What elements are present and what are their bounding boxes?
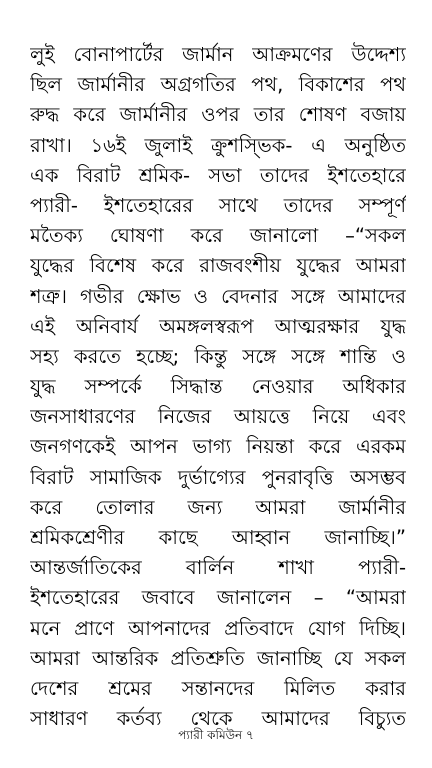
text-line: সহ্য করতে হচ্ছে; কিন্তু সঙ্গে সঙ্গে শান্তি ও [30, 344, 406, 368]
body-text [30, 40, 406, 734]
text-line: প্যারী- ইশতেহারের সাথে তাদের সম্পূর্ণ [30, 193, 406, 217]
text-line: এক বিরাট শ্রমিক- সভা তাদের ইশতেহারে [30, 163, 406, 187]
text-line: আন্তর্জাতিকের বার্লিন শাখা প্যারী- [30, 556, 406, 580]
text-line: জনগণকেই আপন ভাগ্য নিয়ন্তা করে এরকম [30, 435, 406, 459]
text-line: আমরা আন্তরিক প্রতিশ্রুতি জানাচ্ছি যে সকল [30, 646, 406, 670]
text-line: করে তোলার জন্য আমরা জার্মানীর [30, 495, 406, 519]
text-line: রুদ্ধ করে জার্মানীর ওপর তার শোষণ বজায় [30, 103, 406, 127]
text-line: জনসাধারণের নিজের আয়ত্তে নিয়ে এবং [30, 405, 406, 429]
text-line: রাখা। ১৬ই জুলাই ক্রুশস্ভিক- এ অনুষ্ঠিত [30, 133, 406, 157]
text-line: যুদ্ধের বিশেষ করে রাজবংশীয় যুদ্ধের আমরা [30, 254, 406, 278]
text-line: যুদ্ধ সম্পর্কে সিদ্ধান্ত নেওয়ার অধিকার [30, 375, 406, 399]
text-line: এই অনিবার্য অমঙ্গলস্বরূপ আত্মরক্ষার যুদ্ধ [30, 314, 406, 338]
text-line: শ্রমিকশ্রেণীর কাছে আহ্বান জানাচ্ছি।” [30, 526, 406, 549]
text-line: বিরাট সামাজিক দুর্ভাগ্যের পুনরাবৃত্তি অসম্ভব [30, 465, 406, 489]
text-line: মতৈক্য ঘোষণা করে জানালো –“সকল [30, 224, 406, 248]
text-line: মনে প্রাণে আপনাদের প্রতিবাদে যোগ দিচ্ছি। [30, 616, 406, 640]
text-line: দেশের শ্রমের সন্তানদের মিলিত করার [30, 676, 406, 700]
text-line: ইশতেহারের জবাবে জানালেন – “আমরা [30, 586, 406, 610]
text-line: সাধারণ কর্তব্য থেকে আমাদের বিচ্যুত [30, 707, 406, 731]
text-line: শত্রু। গভীর ক্ষোভ ও বেদনার সঙ্গে আমাদের [30, 284, 406, 308]
text-line: লুই বোনাপার্টের জার্মান আক্রমণের উদ্দেশ্য [30, 43, 406, 66]
page-footer: প্যারী কমিউন ৭ [178, 728, 254, 742]
text-line: ছিল জার্মানীর অগ্রগতির পথ, বিকাশের পথ [30, 73, 406, 97]
